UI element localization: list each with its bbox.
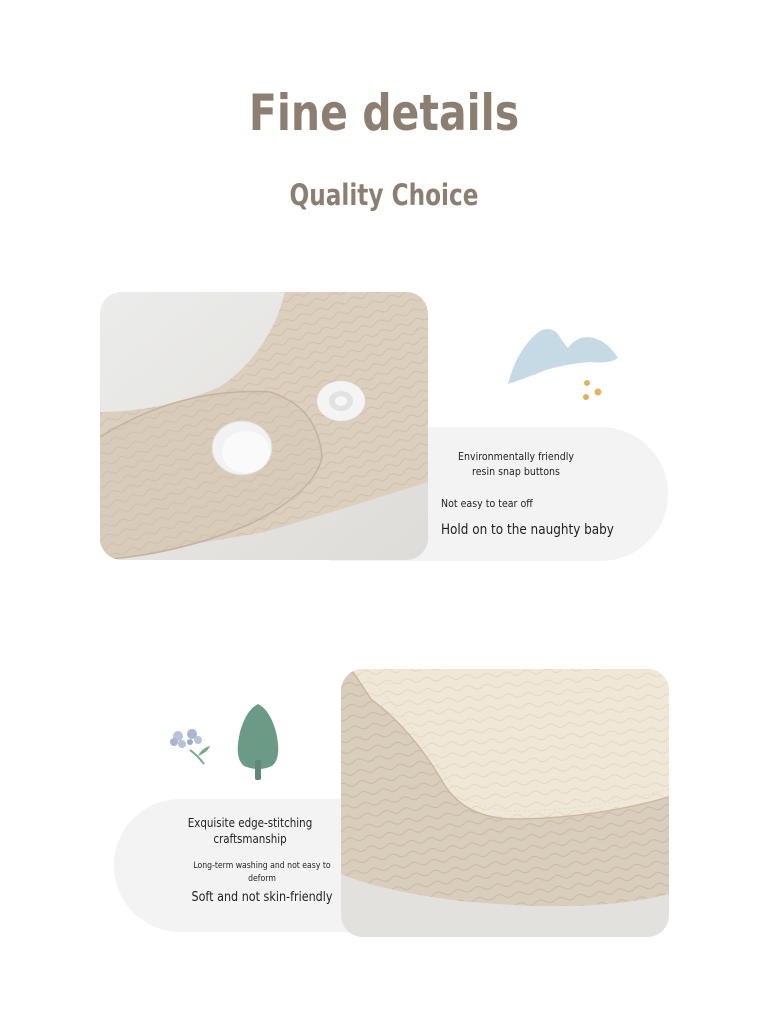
flower-icon bbox=[168, 726, 212, 766]
feature-line-naughty-baby: Hold on to the naughty baby bbox=[441, 522, 614, 538]
edge-stitching-illustration bbox=[341, 669, 669, 937]
feature-line-washing: Long-term washing and not easy to deform bbox=[193, 861, 331, 884]
dots-icon bbox=[580, 378, 606, 404]
tree-icon bbox=[234, 702, 282, 782]
page-subtitle: Quality Choice bbox=[289, 178, 479, 212]
page-title: Fine details bbox=[248, 84, 520, 142]
snap-button-illustration bbox=[100, 292, 428, 560]
feature-line-snap-buttons: Environmentally friendly resin snap buttons bbox=[458, 450, 574, 478]
snap-button-photo bbox=[100, 292, 428, 560]
feature-line-tear: Not easy to tear off bbox=[441, 497, 533, 510]
feature-line-edge-stitching: Exquisite edge-stitching craftsmanship bbox=[187, 816, 313, 846]
feature-line-soft: Soft and not skin-friendly bbox=[191, 890, 333, 905]
edge-stitching-photo bbox=[341, 669, 669, 937]
